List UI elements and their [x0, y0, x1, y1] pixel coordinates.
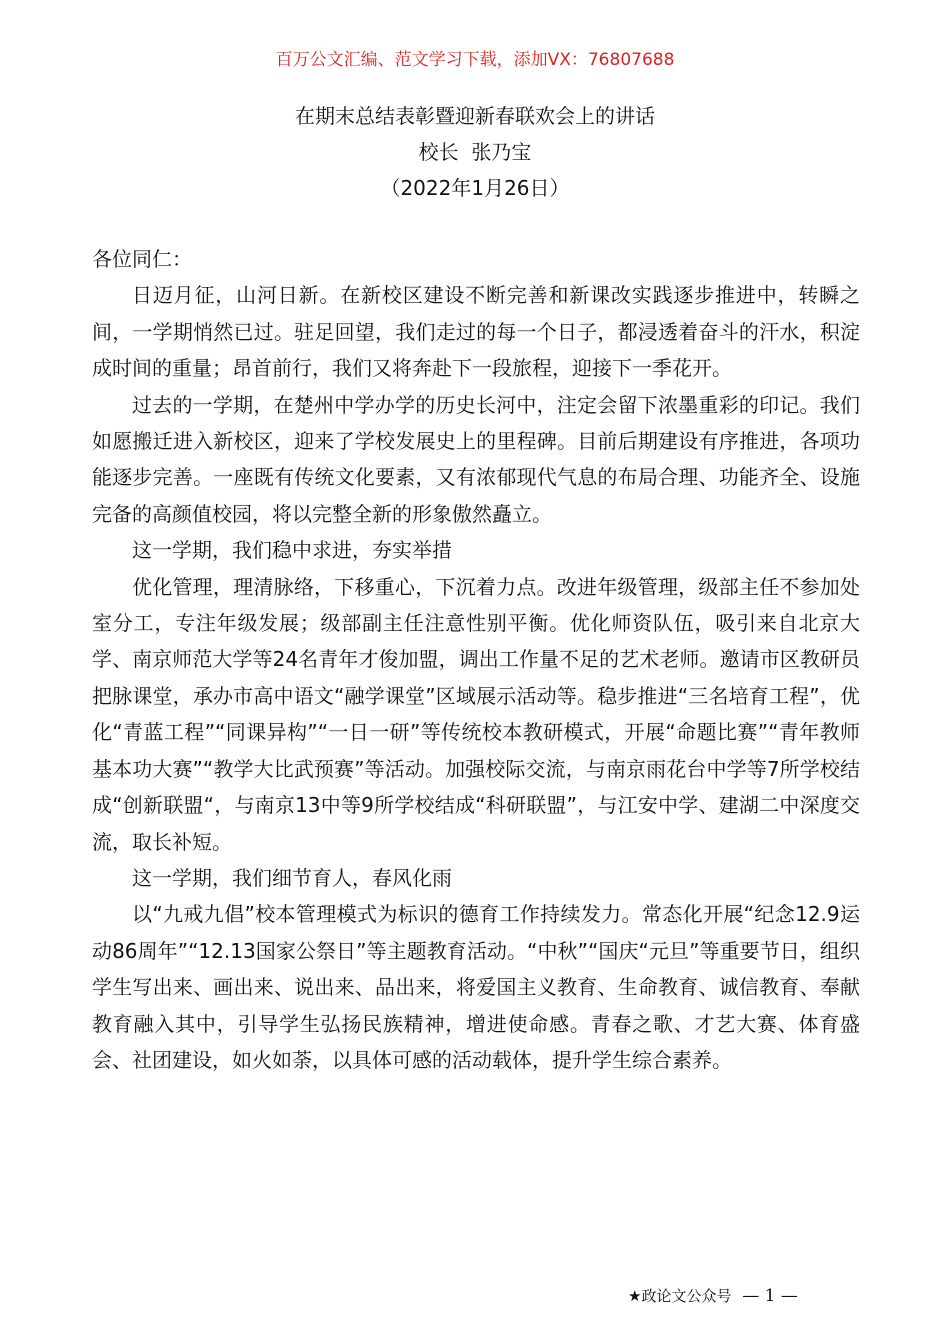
date-line: （2022年1月26日） [380, 176, 570, 200]
paragraph-past-semester: 过去的一学期，在楚州中学办学的历史长河中，注定会留下浓墨重彩的印记。我们如愿搬迁进入新校区，迎来了学校发展史上的里程碑。目前后期建设有序推进，各项功能逐步完善。一座既有传统文化要素，又有浓郁现代气息的布局合理、功能齐全、设施完备的高颜值校园，将以完整全新的形象傲然矗立。 [92, 392, 860, 526]
page-number: — 1 — [742, 1286, 798, 1306]
paragraph-moral-education: 以“九戒九倡”校本管理模式为标识的德育工作持续发力。常态化开展“纪念12.9运动86周年”“12.13国家公祭日”等主题教育活动。“中秋”“国庆“元旦”等重要节日，组织学生写出来、画出来、说出来、品出来，将爱国主义教育、生命教育、诚信教育、奉献教育融入其中，引导学生弘扬民族精神，增进使命感。青春之歌、才艺大赛、体育盛会、社团建设，如火如荼，以具体可感的活动载体，提升学生综合素养。 [92, 902, 860, 1072]
speaker-line: 校长 张乃宝 [418, 140, 532, 164]
document-title: 在期末总结表彰暨迎新春联欢会上的讲话 [295, 104, 655, 128]
section-heading-education: 这一学期，我们细节育人，春风化雨 [132, 865, 452, 890]
footer-source: ★政论文公众号 [628, 1287, 732, 1305]
section-heading-progress: 这一学期，我们稳中求进，夯实举措 [132, 538, 452, 563]
paragraph-management: 优化管理，理清脉络，下移重心，下沉着力点。改进年级管理，级部主任不参加处室分工，专注年级发展；级部副主任注意性别平衡。优化师资队伍，吸引来自北京大学、南京师范大学等24名青年才俊加盟，调出工作量不足的艺术老师。邀请市区教研员把脉课堂，承办市高中语文“融学课堂”区域展示活动等。稳步推进“三名培育工程”，优化“青蓝工程”“同课异构”“一日一研”等传统校本教研模式，开展“命题比赛”“青年教师基本功大赛”“教学大比武预赛”等活动。加强校际交流，与南京雨花台中学等7所学校结成“创新联盟“，与南京13中等9所学校结成“科研联盟”，与江安中学、建湖二中深度交流，取长补短。 [92, 574, 860, 854]
page-footer [628, 1283, 868, 1309]
title-block [0, 98, 950, 206]
paragraph-opening: 日迈月征，山河日新。在新校区建设不断完善和新课改实践逐步推进中，转瞬之间，一学期悄然已过。驻足回望，我们走过的每一个日子，都浸透着奋斗的汗水，积淀成时间的重量；昂首前行，我们又将奔赴下一段旅程，迎接下一季花开。 [92, 283, 860, 381]
promo-text: 百万公文汇编、范文学习下载，添加VX：76807688 [275, 50, 675, 70]
speech-body [92, 241, 860, 1078]
promo-banner [0, 48, 950, 72]
salutation: 各位同仁： [92, 247, 192, 271]
